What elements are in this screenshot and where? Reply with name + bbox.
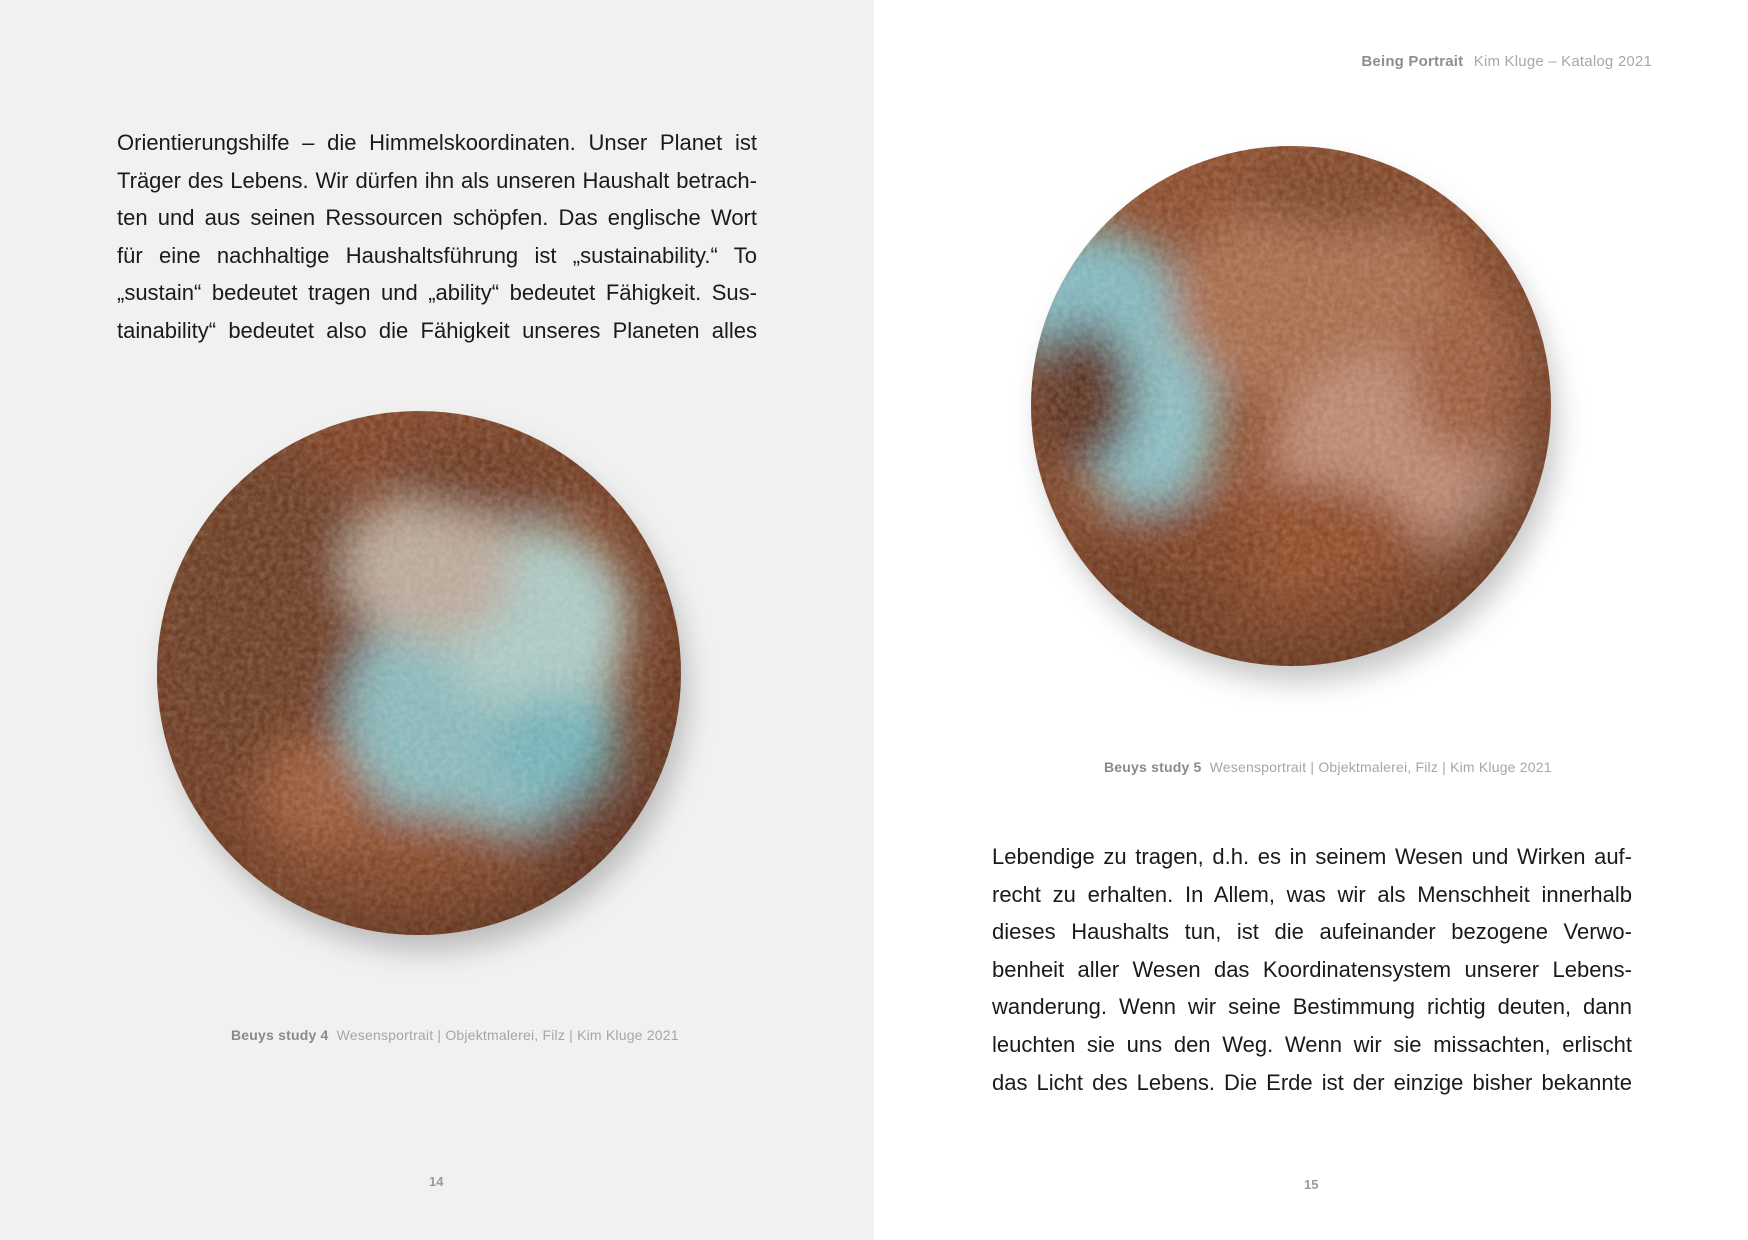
text-line: Lebendige zu tragen, d.h. es in seinem Wesen und Wirken auf-: [992, 844, 1632, 869]
text-line: recht zu erhalten. In Allem, was wir als Menschheit innerhalb: [992, 881, 1632, 907]
beuys-study-4-image: [157, 411, 681, 935]
caption-title: Beuys study 5: [1104, 759, 1202, 775]
caption-details: Wesensportrait | Objektmalerei, Filz | Kim Kluge 2021: [336, 1027, 679, 1043]
text-line: „sustain“ bedeutet tragen und „ability“ bedeutet Fähigkeit. Sus-: [117, 280, 757, 306]
right-page: [874, 0, 1748, 1240]
text-line: Träger des Lebens. Wir dürfen ihn als unseren Haushalt betrach-: [117, 167, 757, 193]
text-line: wanderung. Wenn wir seine Bestimmung richtig deuten, dann: [992, 994, 1632, 1020]
image-caption: [1104, 759, 1552, 775]
text-line: für eine nachhaltige Haushaltsführung ist „sustainability.“ To: [117, 242, 757, 268]
text-line: ten und aus seinen Ressourcen schöpfen. Das englische Wort: [117, 205, 757, 231]
running-head: [1361, 53, 1652, 70]
felt-disc-4-graphic: [157, 411, 681, 935]
running-head-title: Being Portrait: [1361, 53, 1464, 70]
image-caption: [231, 1027, 679, 1043]
page-number: 14: [429, 1174, 444, 1189]
text-line: dieses Haushalts tun, ist die aufeinander bezogene Verwo-: [992, 919, 1632, 945]
page-number: 15: [1304, 1177, 1319, 1192]
text-line: tainability“ bedeutet also die Fähigkeit unseres Planeten alles: [117, 317, 757, 343]
caption-details: Wesensportrait | Objektmalerei, Filz | Kim Kluge 2021: [1209, 759, 1552, 775]
caption-title: Beuys study 4: [231, 1027, 329, 1043]
right-body-text: [992, 838, 1632, 1101]
text-line: Orientierungshilfe – die Himmelskoordinaten. Unser Planet ist: [117, 130, 757, 155]
running-head-subtitle: Kim Kluge – Katalog 2021: [1473, 53, 1652, 70]
felt-disc-5-graphic: [1031, 146, 1551, 666]
text-line: benheit aller Wesen das Koordinatensystem unserer Lebens-: [992, 956, 1632, 982]
text-line: das Licht des Lebens. Die Erde ist der einzige bisher bekannte: [992, 1069, 1632, 1095]
text-line: leuchten sie uns den Weg. Wenn wir sie missachten, erlischt: [992, 1031, 1632, 1057]
left-body-text: [117, 124, 757, 350]
beuys-study-5-image: [1031, 146, 1551, 666]
